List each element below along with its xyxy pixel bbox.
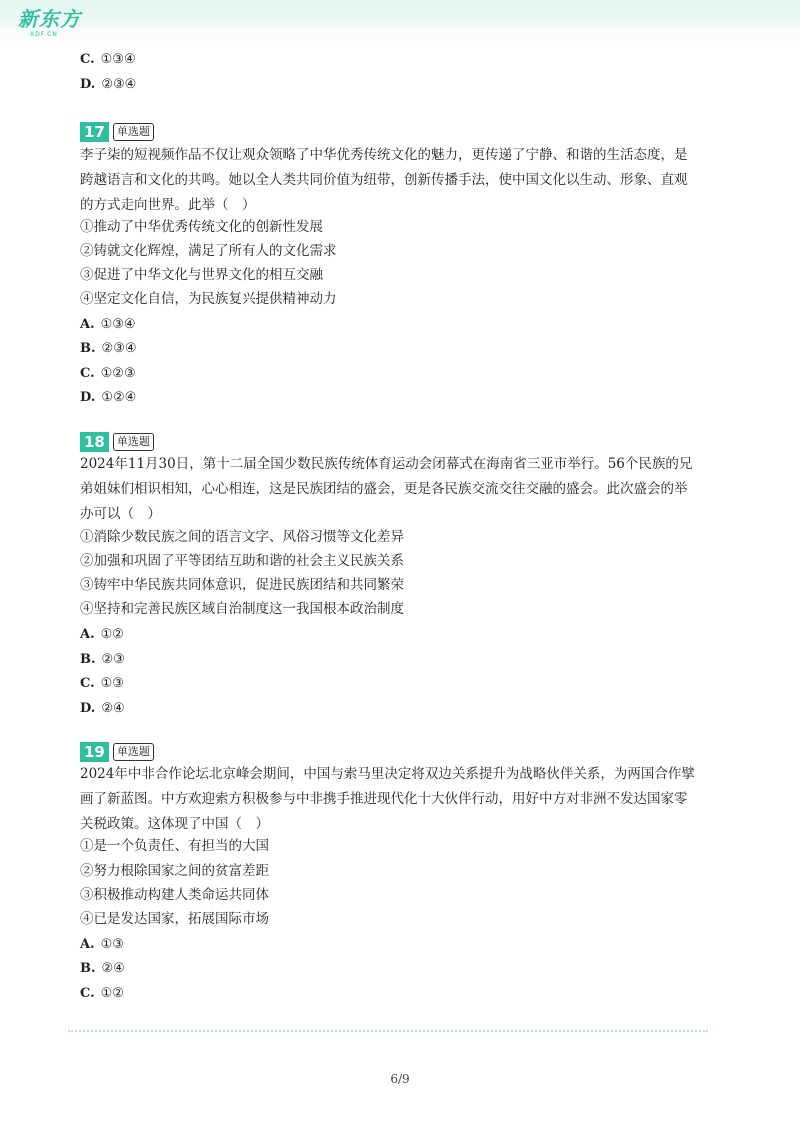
option-d: D. ②④ <box>80 701 125 716</box>
question-number-badge: 18 <box>80 432 109 452</box>
option-b: B. ②④ <box>80 961 125 976</box>
page-header <box>0 0 800 48</box>
page-number: 6/9 <box>390 1072 410 1086</box>
question-number-badge: 17 <box>80 122 109 142</box>
statement-3: ③积极推动构建人类命运共同体 <box>80 887 269 903</box>
logo: 新东方 <box>18 7 81 31</box>
statement-3: ③铸牢中华民族共同体意识，促进民族团结和共同繁荣 <box>80 577 404 593</box>
option-d: D. ①②④ <box>80 390 137 405</box>
option-a: A. ①② <box>80 627 124 642</box>
statement-2: ②加强和巩固了平等团结互助和谐的社会主义民族关系 <box>80 553 404 569</box>
question-19-stem: 2024年中非合作论坛北京峰会期间，中国与索马里决定将双边关系提升为战略伙伴关系，为两国合作擘画了新蓝图。中方欢迎索方积极参与中非携手推进现代化十大伙伴行动，用好中方对非洲不发达国家零关税政策。这体现了中国（ ） <box>80 766 695 832</box>
question-18-header <box>80 432 154 452</box>
question-type-tag: 单选题 <box>113 123 154 141</box>
option-a: A. ①③ <box>80 937 124 952</box>
logo-subtext: XDF.CN <box>30 31 58 38</box>
question-19-header <box>80 742 154 762</box>
question-17-header <box>80 122 154 142</box>
dotted-divider <box>68 1030 708 1032</box>
statement-3: ③促进了中华文化与世界文化的相互交融 <box>80 267 323 283</box>
option-d-prev: D. ②③④ <box>80 77 137 92</box>
statement-4: ④坚持和完善民族区域自治制度这一我国根本政治制度 <box>80 601 404 617</box>
option-b: B. ②③④ <box>80 341 137 356</box>
option-a: A. ①③④ <box>80 317 136 332</box>
question-number-badge: 19 <box>80 742 109 762</box>
question-type-tag: 单选题 <box>113 433 154 451</box>
statement-4: ④坚定文化自信，为民族复兴提供精神动力 <box>80 291 337 307</box>
statement-1: ①是一个负责任、有担当的大国 <box>80 838 269 854</box>
option-c-prev: C. ①③④ <box>80 52 136 67</box>
statement-1: ①消除少数民族之间的语言文字、风俗习惯等文化差异 <box>80 529 404 545</box>
statement-2: ②铸就文化辉煌，满足了所有人的文化需求 <box>80 243 337 259</box>
question-type-tag: 单选题 <box>113 743 154 761</box>
statement-2: ②努力根除国家之间的贫富差距 <box>80 863 269 879</box>
option-b: B. ②③ <box>80 652 125 667</box>
question-18-stem: 2024年11月30日，第十二届全国少数民族传统体育运动会闭幕式在海南省三亚市举行。56个民族的兄弟姐妹们相识相知，心心相连，这是民族团结的盛会，更是各民族交流交往交融的盛会。此次盛会的举办可以（ ） <box>80 456 693 522</box>
statement-4: ④已是发达国家，拓展国际市场 <box>80 911 269 927</box>
option-c: C. ①② <box>80 986 124 1001</box>
statement-1: ①推动了中华优秀传统文化的创新性发展 <box>80 219 323 235</box>
option-c: C. ①③ <box>80 676 124 691</box>
question-17-stem: 李子柒的短视频作品不仅让观众领略了中华优秀传统文化的魅力，更传递了宁静、和谐的生活态度，是跨越语言和文化的共鸣。她以全人类共同价值为纽带，创新传播手法，使中国文化以生动、形象、直观的方式走向世界。此举（ ） <box>80 147 688 213</box>
option-c: C. ①②③ <box>80 366 136 381</box>
